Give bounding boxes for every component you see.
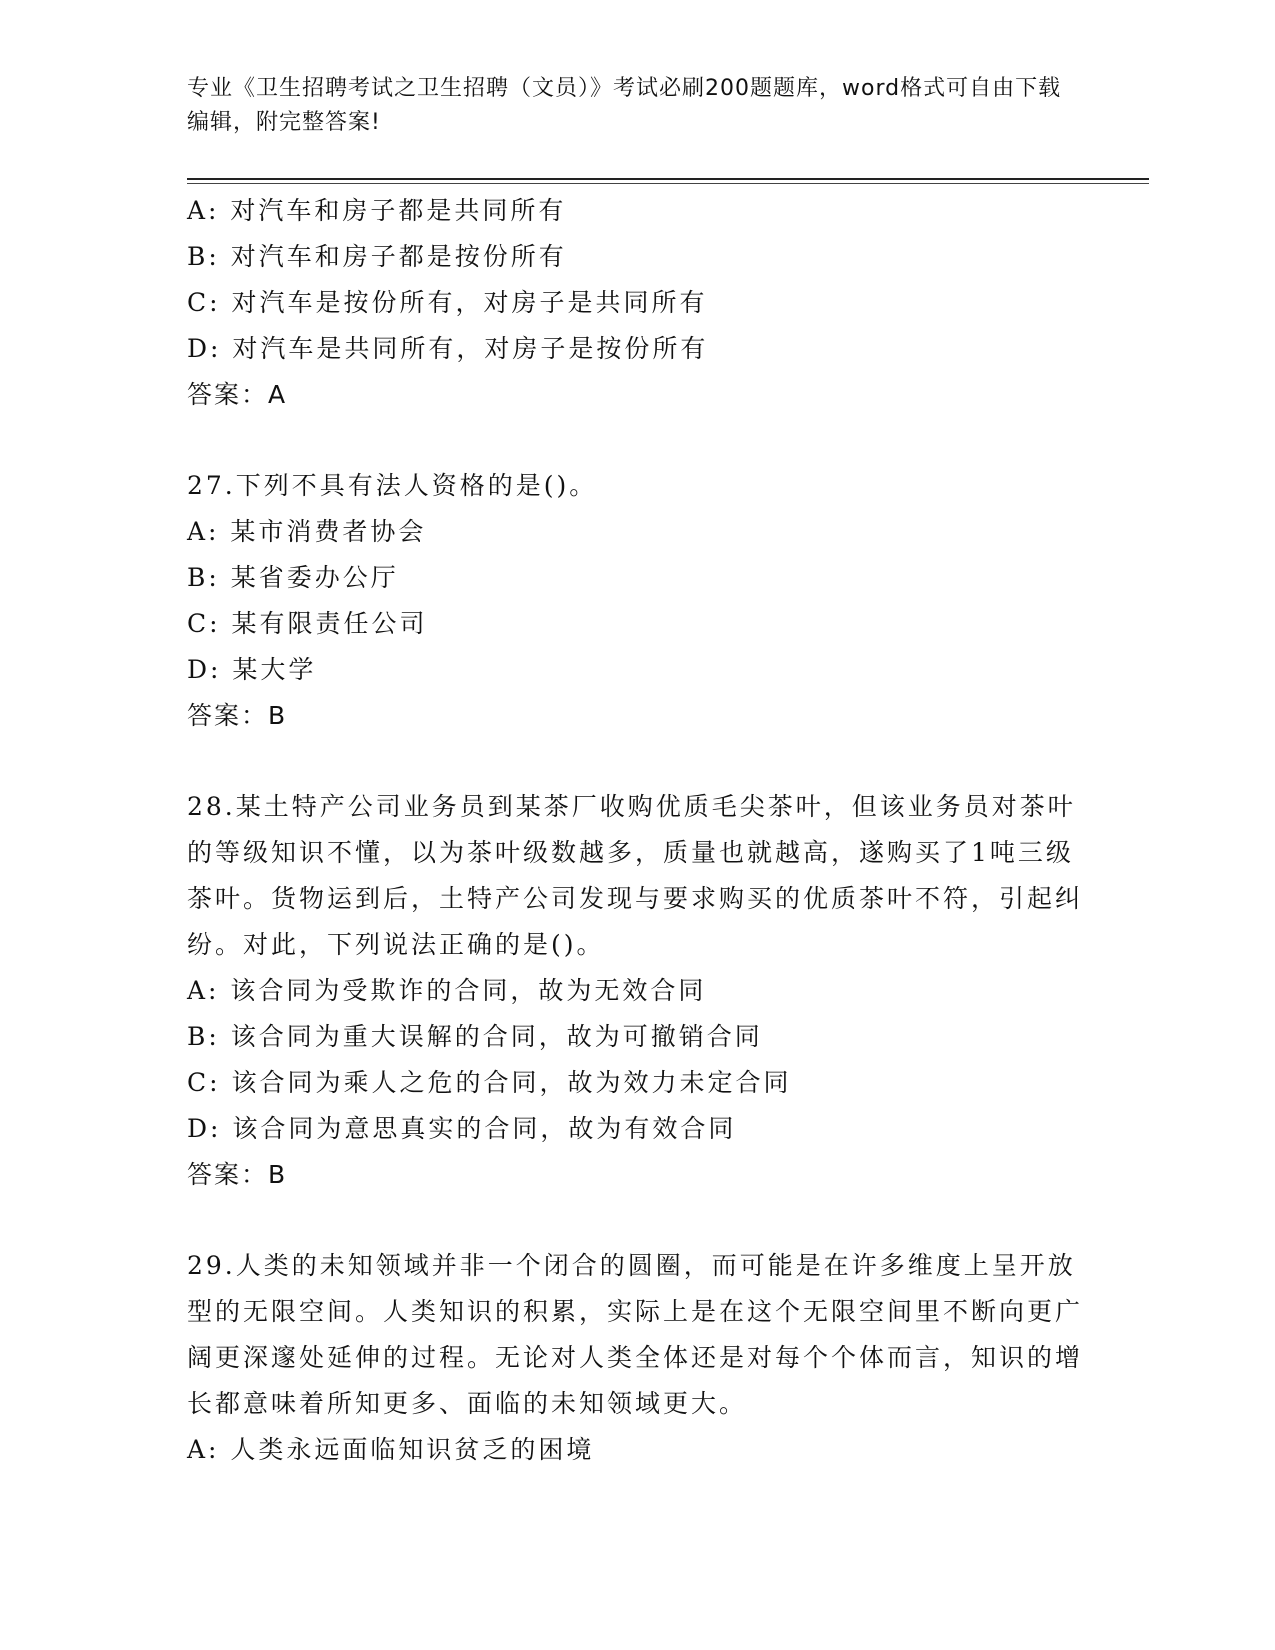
option-b: B: 某省委办公厅 [187, 563, 399, 592]
option-c: C: 该合同为乘人之危的合同，故为效力未定合同 [187, 1068, 792, 1097]
question-text: 29.人类的未知领域并非一个闭合的圆圈，而可能是在许多维度上呈开放型的无限空间。人类知识的积累，实际上是在这个无限空间里不断向更广阔更深邃处延伸的过程。无论对人类全体还是对每个个体而言，知识的增长都意味着所知更多、面临的未知领域更大。 [187, 1251, 1084, 1418]
option-b: B: 该合同为重大误解的合同，故为可撤销合同 [187, 1022, 763, 1051]
option-d: D: 某大学 [187, 655, 317, 684]
question-26 [187, 188, 1087, 418]
question-28 [187, 784, 1087, 1198]
option-c: C: 对汽车是按份所有，对房子是共同所有 [187, 288, 708, 317]
question-gap [187, 418, 1087, 463]
question-gap [187, 1198, 1087, 1243]
option-a: A: 该合同为受欺诈的合同，故为无效合同 [187, 976, 707, 1005]
answer-line: 答案：B [187, 701, 288, 730]
option-a: A: 对汽车和房子都是共同所有 [187, 196, 567, 225]
answer-line: 答案：A [187, 380, 288, 409]
header-divider-thin [187, 183, 1149, 184]
option-d: D: 对汽车是共同所有，对房子是按份所有 [187, 334, 709, 363]
answer-line: 答案：B [187, 1160, 288, 1189]
question-gap [187, 739, 1087, 784]
document-header: 专业《卫生招聘考试之卫生招聘（文员）》考试必刷200题题库，word格式可自由下载编辑，附完整答案! [187, 76, 1062, 135]
question-27 [187, 463, 1087, 739]
question-text: 28.某土特产公司业务员到某茶厂收购优质毛尖茶叶，但该业务员对茶叶的等级知识不懂，以为茶叶级数越多，质量也就越高，遂购买了1吨三级茶叶。货物运到后，土特产公司发现与要求购买的优质茶叶不符，引起纠纷。对此，下列说法正确的是()。 [187, 792, 1084, 959]
header-divider-thick [187, 178, 1149, 180]
option-c: C: 某有限责任公司 [187, 609, 428, 638]
option-a: A: 某市消费者协会 [187, 517, 427, 546]
question-text: 27.下列不具有法人资格的是()。 [187, 471, 598, 500]
option-d: D: 该合同为意思真实的合同，故为有效合同 [187, 1114, 737, 1143]
question-content [187, 188, 1087, 1473]
question-29 [187, 1243, 1087, 1473]
option-b: B: 对汽车和房子都是按份所有 [187, 242, 567, 271]
option-a: A: 人类永远面临知识贫乏的困境 [187, 1435, 595, 1464]
